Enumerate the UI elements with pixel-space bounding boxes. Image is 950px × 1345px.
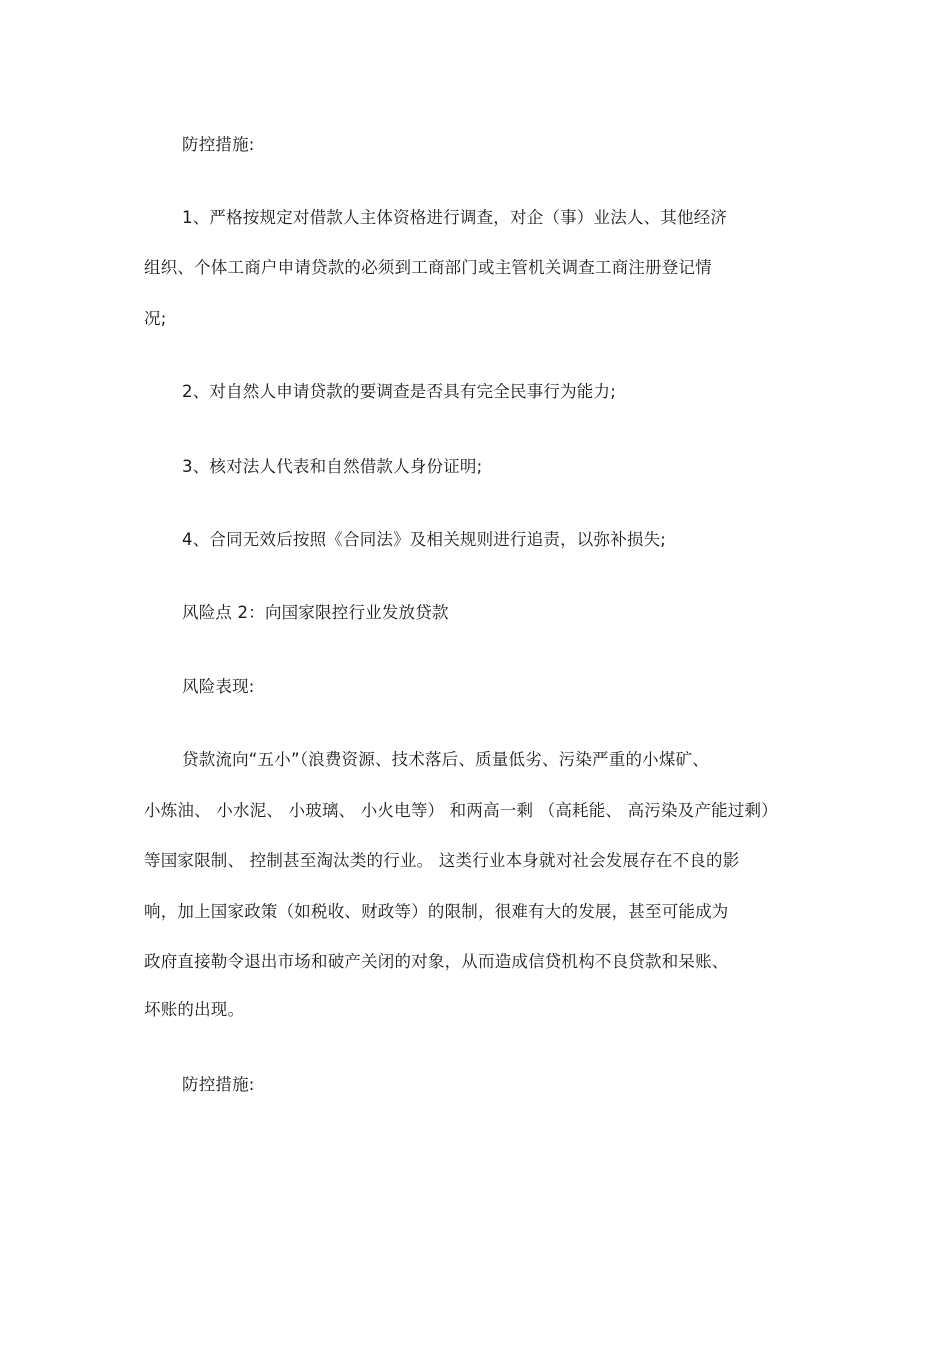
risk-point-2-heading: 风险点 2：向国家限控行业发放贷款 <box>182 603 449 622</box>
heading-prevention-measures-2: 防控措施: <box>182 1075 255 1094</box>
paragraph-line-2: 小炼油、 小水泥、 小玻璃、 小火电等） 和两高一剩 （高耗能、 高污染及产能过剩） <box>144 801 778 820</box>
paragraph-line-4: 响，加上国家政策（如税收、财政等）的限制，很难有大的发展，甚至可能成为 <box>144 902 729 921</box>
measure-item-1-line-2: 组织、个体工商户申请贷款的必须到工商部门或主管机关调查工商注册登记情 <box>144 258 712 277</box>
paragraph-line-5: 政府直接勒令退出市场和破产关闭的对象，从而造成信贷机构不良贷款和呆账、 <box>144 952 729 971</box>
measure-item-4: 4、合同无效后按照《合同法》及相关规则进行追责，以弥补损失; <box>182 530 667 549</box>
heading-risk-manifestation: 风险表现: <box>182 677 255 696</box>
paragraph-line-6: 坏账的出现。 <box>144 1000 245 1019</box>
paragraph-line-3: 等国家限制、 控制甚至淘汰类的行业。 这类行业本身就对社会发展存在不良的影 <box>144 851 740 870</box>
measure-item-1-line-1: 1、严格按规定对借款人主体资格进行调查，对企（事）业法人、其他经济 <box>182 208 728 227</box>
measure-item-3: 3、核对法人代表和自然借款人身份证明; <box>182 457 483 476</box>
heading-prevention-measures: 防控措施: <box>182 135 255 154</box>
measure-item-2: 2、对自然人申请贷款的要调查是否具有完全民事行为能力; <box>182 382 616 401</box>
measure-item-1-line-3: 况; <box>144 309 167 328</box>
paragraph-line-1: 贷款流向“五小”（浪费资源、技术落后、质量低劣、污染严重的小煤矿、 <box>182 750 709 769</box>
